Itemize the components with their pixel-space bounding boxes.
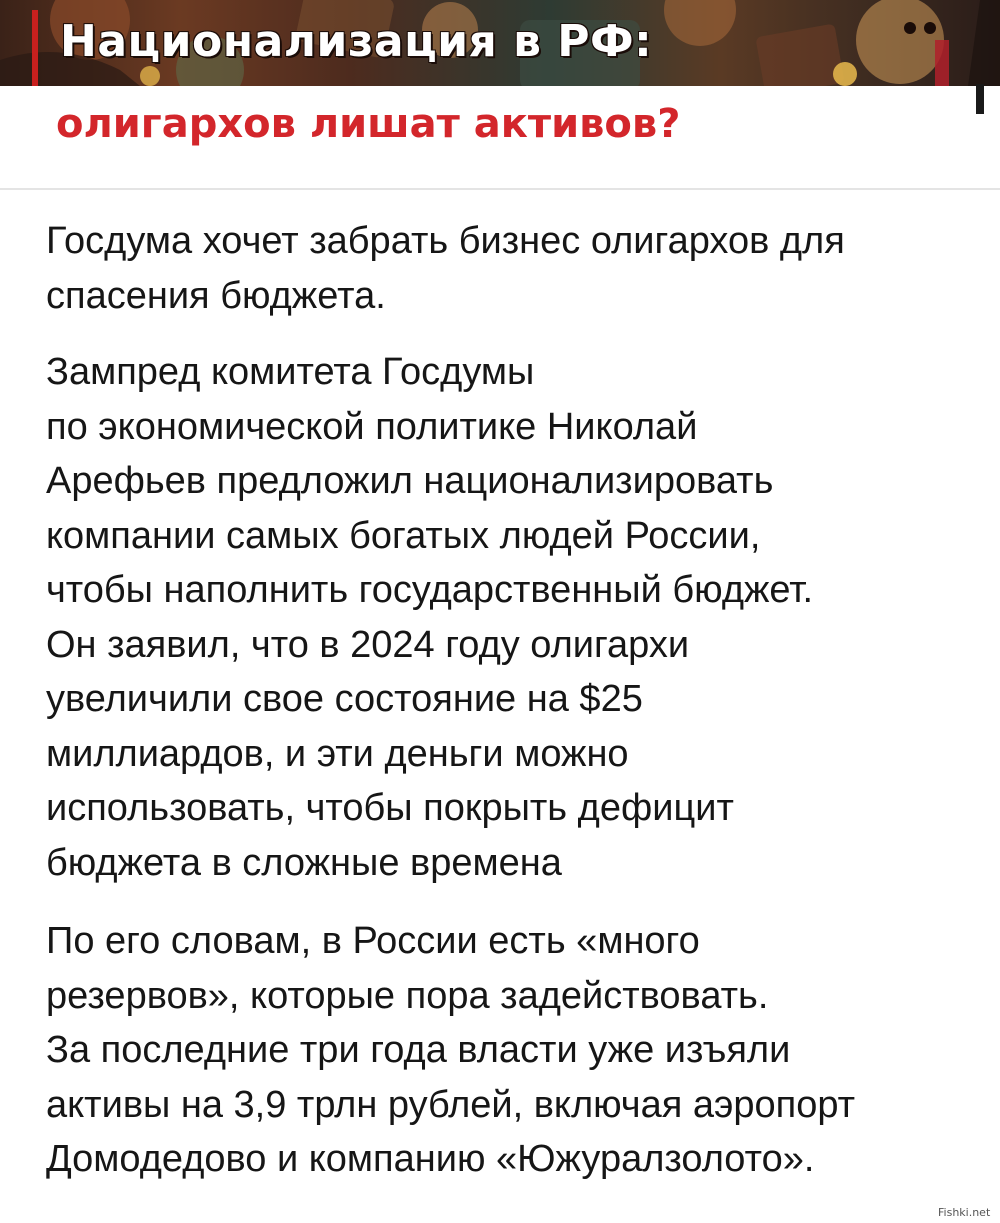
article-body: [46, 214, 966, 1187]
paragraph-line: использовать, чтобы покрыть дефицит: [46, 787, 734, 829]
paragraph-line: Госдума хочет забрать бизнес олигархов для: [46, 220, 845, 262]
paragraph-line: увеличили свое состояние на $25: [46, 678, 643, 720]
paragraph-line: бюджета в сложные времена: [46, 841, 562, 884]
paragraph-line: спасения бюджета.: [46, 274, 386, 317]
paragraph-line: Он заявил, что в 2024 году олигархи: [46, 623, 690, 666]
article-paragraph: [46, 345, 966, 890]
paragraph-line: За последние три года власти уже изъяли: [46, 1029, 791, 1071]
headline-subtitle: олигархов лишат активов?: [56, 101, 681, 147]
paragraph-line: резервов», которые пора задействовать.: [46, 974, 769, 1017]
paragraph-line: Арефьев предложил национализировать: [46, 460, 774, 502]
paragraph-line: чтобы наполнить государственный бюджет.: [46, 569, 814, 611]
paragraph-line: миллиардов, и эти деньги можно: [46, 732, 629, 775]
paragraph-line: Домодедово и компанию «Южуралзолото».: [46, 1138, 815, 1180]
header-divider: [0, 188, 1000, 190]
source-watermark: Fishki.net: [938, 1206, 991, 1219]
paragraph-line: Зампред комитета Госдумы: [46, 351, 535, 393]
paragraph-line: По его словам, в России есть «много: [46, 920, 700, 962]
headline-title: Национализация в РФ:: [60, 16, 653, 67]
header-banner: [0, 0, 1000, 86]
article-paragraph: [46, 914, 966, 1187]
banner-accent-bar: [32, 10, 38, 86]
banner-corner-accent: [976, 84, 984, 114]
paragraph-line: активы на 3,9 трлн рублей, включая аэропорт: [46, 1083, 856, 1126]
paragraph-line: по экономической политике Николай: [46, 405, 698, 448]
paragraph-line: компании самых богатых людей России,: [46, 514, 761, 557]
article-paragraph: [46, 214, 966, 323]
